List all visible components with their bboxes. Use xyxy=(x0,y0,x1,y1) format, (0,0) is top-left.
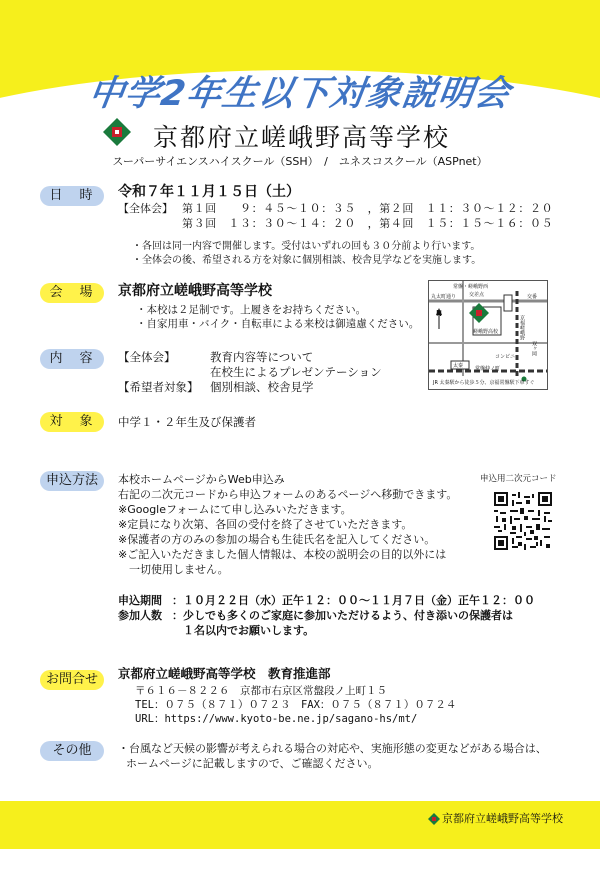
section-label-other: その他 xyxy=(40,741,104,761)
map-label-road: 常盤仲ノ町 xyxy=(475,366,501,372)
map-label-west: 常盤・嵯峨野西 xyxy=(453,284,489,290)
people-text-2: １名以内でお願いします。 xyxy=(183,624,315,637)
session-row-2: 第３回 １３：３０～１４：２０ ，第４回 １５：１５～１６：０５ xyxy=(182,217,554,230)
target-text: 中学１・２年生及び保護者 xyxy=(118,415,256,429)
venue-note-1: ・本校は２足制です。上履きをお持ちください。 xyxy=(136,304,367,316)
map-label-school: 嵯峨野高校 xyxy=(473,329,499,335)
footer-school-name: 京都府立嵯峨野高等学校 xyxy=(442,812,563,825)
contact-url[interactable]: URL：https://www.kyoto-be.ne.jp/sagano-hs/mt/ xyxy=(135,713,418,725)
school-title: 京都府立嵯峨野高等学校 xyxy=(153,123,451,152)
event-date: 令和７年１１月１５日（土） xyxy=(118,184,300,200)
content-zentai-1: 教育内容等について xyxy=(210,350,314,364)
people-label: 参加人数 xyxy=(118,609,162,622)
contact-org: 京都府立嵯峨野高等学校 教育推進部 xyxy=(118,666,331,681)
apply-line-3: ※Googleフォームにて申し込みいただきます。 xyxy=(118,503,352,516)
map-label-combini: コンビニ xyxy=(495,354,516,360)
period-text: ：１０月２２日（水）正午１２：００～１１月７日（金）正午１２：００ xyxy=(172,594,535,607)
content-zentai-2: 在校生によるプレゼンテーション xyxy=(210,365,382,379)
venue-note-2: ・自家用車・バイク・自転車による来校は御遠慮ください。 xyxy=(136,318,420,330)
main-title: 中学2年生以下対象説明会 xyxy=(86,74,514,114)
section-label-content: 内 容 xyxy=(40,349,104,369)
section-label-contact: お問合せ xyxy=(40,670,104,690)
datetime-note-2: ・全体会の後、希望される方を対象に個別相談、校舎見学などを実施します。 xyxy=(132,255,482,266)
content-kibou-label: 【希望者対象】 xyxy=(118,380,199,394)
subtitle: スーパーサイエンスハイスクール（SSH） / ユネスコスクール（ASPnet） xyxy=(112,155,488,168)
contact-address: 〒６１６－８２２６ 京都市右京区常盤段ノ上町１５ xyxy=(135,685,387,697)
apply-line-6: ※ご記入いただきました個人情報は、本校の説明会の目的以外には xyxy=(118,548,447,561)
map-north-label: N xyxy=(436,309,442,318)
access-map xyxy=(428,280,548,390)
section-label-apply: 申込方法 xyxy=(40,471,104,491)
section-label-datetime: 日 時 xyxy=(40,186,104,206)
apply-line-2: 右記の二次元コードから申込フォームのあるページへ移動できます。 xyxy=(118,488,458,501)
map-label-right: 双ヶ岡 xyxy=(531,341,537,356)
qr-label: 申込用二次元コード xyxy=(480,474,557,484)
qr-code[interactable] xyxy=(494,492,552,550)
map-label-marutamachi: 丸太町通り xyxy=(431,294,457,300)
datetime-note-1: ・各回は同一内容で開催します。受付はいずれの回も３０分前より行います。 xyxy=(132,241,481,252)
other-line-1: ・台風など天候の影響が考えられる場合の対応や、実施形態の変更などがある場合は、 xyxy=(118,742,547,755)
map-label-jr: JR 太秦駅から徒歩５分、京福常盤駅下車すぐ xyxy=(433,380,535,386)
map-label-station: 太秦 xyxy=(453,363,464,369)
venue-name: 京都府立嵯峨野高等学校 xyxy=(118,283,272,299)
map-label-kyofuku: 京福嵯峨野 xyxy=(519,315,525,340)
school-logo-icon xyxy=(102,117,132,147)
apply-line-4: ※定員になり次第、各回の受付を終了させていただきます。 xyxy=(118,518,413,531)
content-kibou-1: 個別相談、校舎見学 xyxy=(210,380,314,394)
session-row-1: 第１回 ９：４５～１０：３５ ，第２回 １１：３０～１２：２０ xyxy=(182,202,554,215)
other-line-2: ホームページに記載しますので、ご確認ください。 xyxy=(126,757,379,770)
map-label-mark: 交番 xyxy=(527,294,538,300)
section-label-target: 対 象 xyxy=(40,412,104,432)
footer-logo-icon xyxy=(428,813,440,825)
section-label-venue: 会 場 xyxy=(40,283,104,303)
zentai-label: 【全体会】 xyxy=(118,202,173,215)
map-label-cross: 交差点 xyxy=(469,292,485,298)
people-text-1: ：少しでも多くのご家庭に参加いただけるよう、付き添いの保護者は xyxy=(172,609,513,622)
contact-tel-fax: TEL：０７５（８７１）０７２３ FAX：０７５（８７１）０７２４ xyxy=(135,699,457,711)
period-label: 申込期間 xyxy=(118,594,162,607)
apply-line-5: ※保護者の方のみの参加の場合も生徒氏名を記入してください。 xyxy=(118,533,436,546)
apply-line-7: 一切使用しません。 xyxy=(118,563,229,576)
content-zentai-label: 【全体会】 xyxy=(118,350,176,364)
apply-line-1: 本校ホームページからWeb申込み xyxy=(118,473,285,486)
